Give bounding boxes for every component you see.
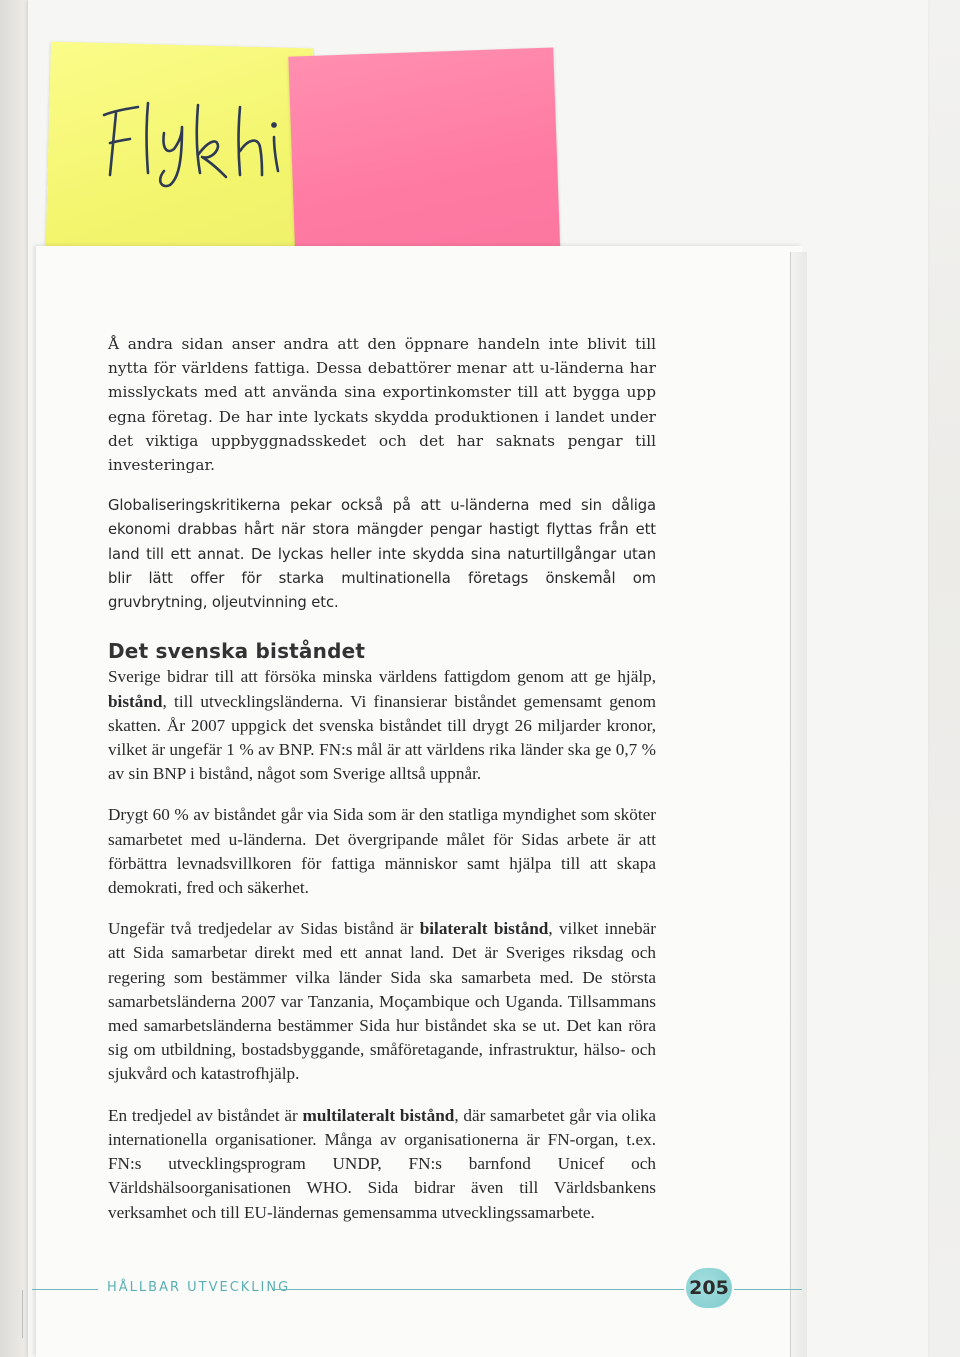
page-edge <box>790 252 807 1357</box>
paragraph-3 <box>108 665 656 786</box>
footer-section-label: HÅLLBAR UTVECKLING <box>107 1280 291 1295</box>
footer-rule-middle <box>272 1289 684 1290</box>
binding-edge <box>0 0 30 1357</box>
term-multilateralt: multilateralt bistånd <box>302 1105 455 1125</box>
paragraph-6-text-a: En tredjedel av biståndet är <box>108 1105 303 1125</box>
handwritten-note <box>90 85 310 195</box>
paragraph-2: Globaliseringskritikerna pekar också på att u-länderna med sin dåliga ekonomi drabbas hårt när stora mängder pengar hastigt flyttas från ett land till ett annat. De lyckas heller inte skydda sina naturtillgångar utan blir lätt offer för starka multinationella företags önskemål om gruvbrytning, oljeutvinning etc. <box>108 497 656 612</box>
footer-rule-right <box>734 1289 802 1290</box>
paragraph-5-text-b: , vilket innebär att Sida samarbetar direkt med ett annat land. Det är Sveriges riksdag och regering som bestämmer vilka länder Sida ska samarbeta med. De största samarbetsländerna 2007 var Tanzania, Moçambique och Uganda. Tillsammans med samarbetsländerna bestämmer Sida hur biståndet ska se ut. Det kan röra sig om utbildning, bostadsbyggande, småföretagande, infrastruktur, hälso- och sjukvård och katastrofhjälp. <box>108 919 656 1084</box>
footer-rule-left <box>32 1289 98 1290</box>
paragraph-6 <box>108 1104 656 1225</box>
page-number: 205 <box>689 1277 729 1299</box>
section-heading: Det svenska biståndet <box>108 639 366 664</box>
paragraph-6-text-b: , där samarbetet går via olika internationella organisationer. Många av organisationerna är FN-organ, t.ex. FN:s utvecklingsprogram UNDP, FN:s barnfond Unicef och Världshälsoorganisationen WHO. Sida bidrar även till Världsbankens verksamhet och till EU-ländernas gemensamma utvecklingssamarbete. <box>108 1105 657 1222</box>
paragraph-4: Drygt 60 % av biståndet går via Sida som är den statliga myndighet som sköter samarbetet med u-länderna. Det övergripande målet för Sidas arbete är att förbättra levnadsvillkoren för fattiga människor samt hjälpa till att skapa demokrati, fred och säkerhet. <box>108 805 656 898</box>
page-content <box>108 332 656 1242</box>
page-left-edge-mark <box>22 1290 23 1338</box>
page-footer <box>0 1266 960 1316</box>
paragraph-5 <box>108 917 656 1086</box>
term-bistand: bistånd <box>108 691 163 711</box>
page-number-badge <box>686 1268 732 1308</box>
paragraph-3-text-a: Sverige bidrar till att försöka minska världens fattigdom genom att ge hjälp, <box>108 667 656 687</box>
sticky-note-pink <box>288 47 560 271</box>
paragraph-1: Å andra sidan anser andra att den öppnare handeln inte blivit till nytta för världens fattiga. Dessa debattörer menar att u-länderna har misslyckats med att använda sina exportinkomster till att bygga upp egna företag. De har inte lyckats skydda produktionen i landet under det viktiga uppbyggnadsskedet och det har saknats pengar till investeringar. <box>108 335 656 475</box>
paragraph-3-text-b: , till utvecklingsländerna. Vi finansierar biståndet gemensamt genom skatten. År 2007 uppgick det svenska biståndet till drygt 26 miljarder kronor, vilket är ungefär 1 % av BNP. FN:s mål är att världens rika länder ska ge 0,7 % av sin BNP i bistånd, något som Sverige alltså uppnår. <box>108 691 656 784</box>
paragraph-5-text-a: Ungefär två tredjedelar av Sidas bistånd är <box>108 919 420 939</box>
term-bilateralt: bilateralt bistånd <box>419 919 549 939</box>
handwriting-drawing <box>90 85 310 195</box>
